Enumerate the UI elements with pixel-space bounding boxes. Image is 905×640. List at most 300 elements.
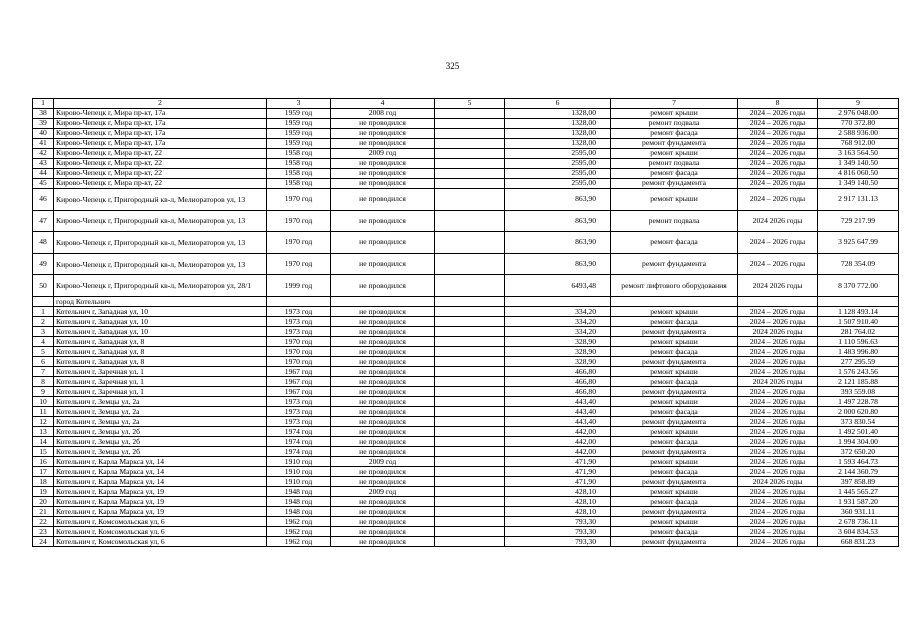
period-cell: 2024 – 2026 годы: [738, 537, 818, 547]
work-type-cell: ремонт крыши: [611, 427, 738, 437]
table-row: [33, 347, 899, 357]
section-empty-cell: [818, 296, 899, 306]
area-cell: 428,10: [505, 497, 611, 507]
build-year-cell: 1958 год: [267, 159, 331, 169]
area-cell: 442,00: [505, 447, 611, 457]
column-number-cell: 9: [818, 99, 899, 109]
row-number-cell: 15: [33, 447, 54, 457]
work-type-cell: ремонт фундамента: [611, 179, 738, 189]
work-type-cell: ремонт подвала: [611, 159, 738, 169]
table-row: [33, 275, 899, 297]
address-cell: Кирово-Чепецк г, Мира пр-кт, 22: [54, 179, 267, 189]
work-type-cell: ремонт фасада: [611, 377, 738, 387]
build-year-cell: 1962 год: [267, 517, 331, 527]
col5-cell: [435, 407, 505, 417]
work-type-cell: ремонт фундамента: [611, 477, 738, 487]
last-repair-cell: не проводился: [331, 427, 435, 437]
work-type-cell: ремонт фасада: [611, 232, 738, 254]
area-cell: 443,40: [505, 397, 611, 407]
address-cell: Кирово-Чепецк г, Мира пр-кт, 22: [54, 159, 267, 169]
row-number-cell: 23: [33, 527, 54, 537]
period-cell: 2024 – 2026 годы: [738, 179, 818, 189]
build-year-cell: 1962 год: [267, 527, 331, 537]
repair-program-table: [32, 98, 899, 547]
address-cell: Котельнич г, Земцы ул, 2а: [54, 397, 267, 407]
area-cell: 334,20: [505, 317, 611, 327]
area-cell: 793,30: [505, 537, 611, 547]
period-cell: 2024 – 2026 годы: [738, 457, 818, 467]
area-cell: 471,90: [505, 457, 611, 467]
work-type-cell: ремонт лифтового оборудования: [611, 275, 738, 297]
row-number-cell: 46: [33, 189, 54, 211]
col5-cell: [435, 537, 505, 547]
address-cell: Котельнич г, Карла Маркса ул, 14: [54, 457, 267, 467]
last-repair-cell: не проводился: [331, 307, 435, 317]
area-cell: 334,20: [505, 307, 611, 317]
col5-cell: [435, 189, 505, 211]
col5-cell: [435, 210, 505, 232]
last-repair-cell: не проводился: [331, 210, 435, 232]
table-row: [33, 317, 899, 327]
build-year-cell: 1948 год: [267, 507, 331, 517]
area-cell: 334,20: [505, 327, 611, 337]
last-repair-cell: не проводился: [331, 253, 435, 275]
build-year-cell: 1974 год: [267, 427, 331, 437]
section-empty-cell: [505, 296, 611, 306]
area-cell: 466,80: [505, 377, 611, 387]
col5-cell: [435, 357, 505, 367]
period-cell: 2024 – 2026 годы: [738, 317, 818, 327]
cost-cell: 2 121 185.88: [818, 377, 899, 387]
last-repair-cell: не проводился: [331, 417, 435, 427]
last-repair-cell: 2009 год: [331, 149, 435, 159]
build-year-cell: 1962 год: [267, 537, 331, 547]
period-cell: 2024 – 2026 годы: [738, 417, 818, 427]
area-cell: 2595,00: [505, 179, 611, 189]
last-repair-cell: не проводился: [331, 527, 435, 537]
build-year-cell: 1910 год: [267, 467, 331, 477]
address-cell: Котельнич г, Карла Маркса ул, 19: [54, 497, 267, 507]
col5-cell: [435, 327, 505, 337]
cost-cell: 4 816 060.50: [818, 169, 899, 179]
cost-cell: 1 492 501.40: [818, 427, 899, 437]
build-year-cell: 1910 год: [267, 457, 331, 467]
build-year-cell: 1910 год: [267, 477, 331, 487]
build-year-cell: 1999 год: [267, 275, 331, 297]
address-cell: Котельнич г, Заречная ул, 1: [54, 367, 267, 377]
area-cell: 328,90: [505, 337, 611, 347]
row-number-cell: 43: [33, 159, 54, 169]
section-empty-cell: [267, 296, 331, 306]
last-repair-cell: не проводился: [331, 189, 435, 211]
col5-cell: [435, 347, 505, 357]
last-repair-cell: не проводился: [331, 357, 435, 367]
col5-cell: [435, 139, 505, 149]
area-cell: 793,30: [505, 517, 611, 527]
table-row: [33, 119, 899, 129]
build-year-cell: 1973 год: [267, 317, 331, 327]
row-number-cell: 17: [33, 467, 54, 477]
address-cell: Котельнич г, Западная ул, 8: [54, 347, 267, 357]
build-year-cell: 1967 год: [267, 377, 331, 387]
section-empty-cell: [331, 296, 435, 306]
last-repair-cell: не проводился: [331, 129, 435, 139]
row-number-cell: 49: [33, 253, 54, 275]
address-cell: Котельнич г, Земцы ул, 2а: [54, 407, 267, 417]
work-type-cell: ремонт крыши: [611, 457, 738, 467]
area-cell: 443,40: [505, 417, 611, 427]
last-repair-cell: не проводился: [331, 447, 435, 457]
cost-cell: 372 650.20: [818, 447, 899, 457]
row-number-cell: 47: [33, 210, 54, 232]
table-row: [33, 427, 899, 437]
cost-cell: 3 925 647.99: [818, 232, 899, 254]
row-number-cell: 20: [33, 497, 54, 507]
cost-cell: 728 354.09: [818, 253, 899, 275]
last-repair-cell: не проводился: [331, 477, 435, 487]
area-cell: 2595,00: [505, 159, 611, 169]
cost-cell: 1 349 140.50: [818, 159, 899, 169]
column-number-cell: 5: [435, 99, 505, 109]
build-year-cell: 1974 год: [267, 447, 331, 457]
work-type-cell: ремонт фундамента: [611, 507, 738, 517]
cost-cell: 2 144 360.79: [818, 467, 899, 477]
build-year-cell: 1970 год: [267, 337, 331, 347]
work-type-cell: ремонт крыши: [611, 149, 738, 159]
address-cell: Котельнич г, Земцы ул, 2б: [54, 447, 267, 457]
build-year-cell: 1973 год: [267, 327, 331, 337]
area-cell: 863,90: [505, 189, 611, 211]
cost-cell: 3 163 564.50: [818, 149, 899, 159]
col5-cell: [435, 517, 505, 527]
row-number-cell: 38: [33, 109, 54, 119]
period-cell: 2024 – 2026 годы: [738, 527, 818, 537]
area-cell: 2595,00: [505, 169, 611, 179]
address-cell: Котельнич г, Земцы ул, 2а: [54, 417, 267, 427]
build-year-cell: 1970 год: [267, 253, 331, 275]
period-cell: 2024 – 2026 годы: [738, 169, 818, 179]
address-cell: Котельнич г, Заречная ул, 1: [54, 377, 267, 387]
row-number-cell: 4: [33, 337, 54, 347]
work-type-cell: ремонт фасада: [611, 169, 738, 179]
period-cell: 2024 – 2026 годы: [738, 507, 818, 517]
area-cell: 442,00: [505, 427, 611, 437]
work-type-cell: ремонт крыши: [611, 337, 738, 347]
col5-cell: [435, 507, 505, 517]
build-year-cell: 1959 год: [267, 109, 331, 119]
table-row: [33, 517, 899, 527]
cost-cell: 1 931 587.20: [818, 497, 899, 507]
table-row: [33, 527, 899, 537]
last-repair-cell: не проводился: [331, 397, 435, 407]
address-cell: Котельнич г, Западная ул, 8: [54, 357, 267, 367]
work-type-cell: ремонт фасада: [611, 437, 738, 447]
page-number: 325: [445, 61, 460, 71]
section-empty-cell: [435, 296, 505, 306]
cost-cell: 770 372.80: [818, 119, 899, 129]
row-number-cell: 9: [33, 387, 54, 397]
build-year-cell: 1974 год: [267, 437, 331, 447]
section-empty-cell: [738, 296, 818, 306]
col5-cell: [435, 109, 505, 119]
section-city-label: город Котельнич: [54, 296, 267, 306]
table-row: [33, 497, 899, 507]
work-type-cell: ремонт фасада: [611, 407, 738, 417]
period-cell: 2024 – 2026 годы: [738, 253, 818, 275]
period-cell: 2024 – 2026 годы: [738, 437, 818, 447]
period-cell: 2024 – 2026 годы: [738, 387, 818, 397]
table-row: [33, 387, 899, 397]
row-number-cell: 18: [33, 477, 54, 487]
last-repair-cell: не проводился: [331, 347, 435, 357]
cost-cell: 729 217.99: [818, 210, 899, 232]
period-cell: 2024 – 2026 годы: [738, 407, 818, 417]
last-repair-cell: не проводился: [331, 275, 435, 297]
work-type-cell: ремонт фундамента: [611, 139, 738, 149]
cost-cell: 373 830.54: [818, 417, 899, 427]
period-cell: 2024 – 2026 годы: [738, 347, 818, 357]
col5-cell: [435, 232, 505, 254]
last-repair-cell: не проводился: [331, 159, 435, 169]
address-cell: Котельнич г, Западная ул, 10: [54, 307, 267, 317]
build-year-cell: 1967 год: [267, 387, 331, 397]
col5-cell: [435, 179, 505, 189]
col5-cell: [435, 397, 505, 407]
area-cell: 1328,00: [505, 129, 611, 139]
area-cell: 328,90: [505, 357, 611, 367]
period-cell: 2024 – 2026 годы: [738, 337, 818, 347]
col5-cell: [435, 275, 505, 297]
table-row: [33, 507, 899, 517]
work-type-cell: ремонт фундамента: [611, 253, 738, 275]
address-cell: Котельнич г, Карла Маркса ул, 14: [54, 467, 267, 477]
period-cell: 2024 – 2026 годы: [738, 467, 818, 477]
area-cell: 466,80: [505, 367, 611, 377]
work-type-cell: ремонт подвала: [611, 210, 738, 232]
last-repair-cell: не проводился: [331, 169, 435, 179]
col5-cell: [435, 129, 505, 139]
column-number-cell: 2: [54, 99, 267, 109]
period-cell: 2024 – 2026 годы: [738, 517, 818, 527]
col5-cell: [435, 467, 505, 477]
period-cell: 2024 – 2026 годы: [738, 447, 818, 457]
address-cell: Котельнич г, Комсомольская ул, 6: [54, 517, 267, 527]
table-row: [33, 109, 899, 119]
cost-cell: 281 764.02: [818, 327, 899, 337]
column-number-cell: 7: [611, 99, 738, 109]
work-type-cell: ремонт крыши: [611, 367, 738, 377]
last-repair-cell: не проводился: [331, 387, 435, 397]
cost-cell: 2 976 048.00: [818, 109, 899, 119]
period-cell: 2024 – 2026 годы: [738, 307, 818, 317]
cost-cell: 1 483 996.80: [818, 347, 899, 357]
row-number-cell: 3: [33, 327, 54, 337]
area-cell: 443,40: [505, 407, 611, 417]
work-type-cell: ремонт фундамента: [611, 327, 738, 337]
cost-cell: 360 931.11: [818, 507, 899, 517]
build-year-cell: 1970 год: [267, 347, 331, 357]
row-number-cell: 12: [33, 417, 54, 427]
period-cell: 2024 2026 годы: [738, 477, 818, 487]
period-cell: 2024 – 2026 годы: [738, 232, 818, 254]
build-year-cell: 1970 год: [267, 357, 331, 367]
cost-cell: 2 678 736.11: [818, 517, 899, 527]
row-number-cell: 45: [33, 179, 54, 189]
table-row: [33, 417, 899, 427]
cost-cell: 1 576 243.56: [818, 367, 899, 377]
address-cell: Кирово-Чепецк г, Пригородный кв-л, Мелиораторов ул, 13: [54, 210, 267, 232]
row-number-cell: 13: [33, 427, 54, 437]
address-cell: Кирово-Чепецк г, Мира пр-кт, 22: [54, 169, 267, 179]
cost-cell: 8 370 772.00: [818, 275, 899, 297]
row-number-cell: 19: [33, 487, 54, 497]
period-cell: 2024 2026 годы: [738, 275, 818, 297]
table-row: [33, 407, 899, 417]
work-type-cell: ремонт крыши: [611, 487, 738, 497]
cost-cell: 3 604 834.53: [818, 527, 899, 537]
cost-cell: 1 445 565.27: [818, 487, 899, 497]
period-cell: 2024 2026 годы: [738, 327, 818, 337]
cost-cell: 397 858.89: [818, 477, 899, 487]
cost-cell: 1 128 493.14: [818, 307, 899, 317]
period-cell: 2024 2026 годы: [738, 210, 818, 232]
row-number-cell: 44: [33, 169, 54, 179]
col5-cell: [435, 437, 505, 447]
last-repair-cell: не проводился: [331, 367, 435, 377]
col5-cell: [435, 119, 505, 129]
col5-cell: [435, 377, 505, 387]
build-year-cell: 1973 год: [267, 307, 331, 317]
col5-cell: [435, 447, 505, 457]
build-year-cell: 1958 год: [267, 179, 331, 189]
build-year-cell: 1958 год: [267, 169, 331, 179]
period-cell: 2024 – 2026 годы: [738, 129, 818, 139]
column-number-cell: 3: [267, 99, 331, 109]
row-number-cell: 22: [33, 517, 54, 527]
address-cell: Котельнич г, Западная ул, 10: [54, 317, 267, 327]
col5-cell: [435, 317, 505, 327]
address-cell: Котельнич г, Карла Маркса ул, 19: [54, 487, 267, 497]
address-cell: Котельнич г, Заречная ул, 1: [54, 387, 267, 397]
address-cell: Котельнич г, Комсомольская ул, 6: [54, 537, 267, 547]
cost-cell: 1 349 140.50: [818, 179, 899, 189]
work-type-cell: ремонт фасада: [611, 347, 738, 357]
table-row: [33, 189, 899, 211]
build-year-cell: 1948 год: [267, 487, 331, 497]
row-number-cell: 10: [33, 397, 54, 407]
area-cell: 428,10: [505, 487, 611, 497]
address-cell: Кирово-Чепецк г, Мира пр-кт, 17а: [54, 129, 267, 139]
last-repair-cell: не проводился: [331, 139, 435, 149]
area-cell: 328,90: [505, 347, 611, 357]
row-number-cell: 42: [33, 149, 54, 159]
section-empty-cell: [611, 296, 738, 306]
col5-cell: [435, 253, 505, 275]
last-repair-cell: не проводился: [331, 377, 435, 387]
table-row: [33, 149, 899, 159]
column-number-cell: 1: [33, 99, 54, 109]
col5-cell: [435, 457, 505, 467]
column-number-row: [33, 99, 899, 109]
col5-cell: [435, 477, 505, 487]
table-row: [33, 537, 899, 547]
row-number-cell: 8: [33, 377, 54, 387]
build-year-cell: 1973 год: [267, 397, 331, 407]
address-cell: Котельнич г, Земцы ул, 2б: [54, 437, 267, 447]
col5-cell: [435, 149, 505, 159]
last-repair-cell: 2009 год: [331, 457, 435, 467]
build-year-cell: 1973 год: [267, 407, 331, 417]
area-cell: 863,90: [505, 210, 611, 232]
col5-cell: [435, 387, 505, 397]
table-row: [33, 327, 899, 337]
address-cell: Кирово-Чепецк г, Пригородный кв-л, Мелиораторов ул, 13: [54, 232, 267, 254]
period-cell: 2024 – 2026 годы: [738, 397, 818, 407]
work-type-cell: ремонт фасада: [611, 467, 738, 477]
cost-cell: 2 000 620.80: [818, 407, 899, 417]
work-type-cell: ремонт фасада: [611, 527, 738, 537]
build-year-cell: 1948 год: [267, 497, 331, 507]
table-row: [33, 487, 899, 497]
address-cell: Кирово-Чепецк г, Мира пр-кт, 17а: [54, 139, 267, 149]
row-number-cell: 1: [33, 307, 54, 317]
address-cell: Кирово-Чепецк г, Мира пр-кт, 17а: [54, 109, 267, 119]
row-number-cell: 24: [33, 537, 54, 547]
work-type-cell: ремонт крыши: [611, 307, 738, 317]
work-type-cell: ремонт фундамента: [611, 357, 738, 367]
col5-cell: [435, 337, 505, 347]
column-number-cell: 6: [505, 99, 611, 109]
work-type-cell: ремонт фундамента: [611, 537, 738, 547]
address-cell: Котельнич г, Западная ул, 10: [54, 327, 267, 337]
last-repair-cell: не проводился: [331, 537, 435, 547]
last-repair-cell: не проводился: [331, 507, 435, 517]
build-year-cell: 1967 год: [267, 367, 331, 377]
period-cell: 2024 – 2026 годы: [738, 497, 818, 507]
area-cell: 1328,00: [505, 139, 611, 149]
cost-cell: 1 994 304.00: [818, 437, 899, 447]
table-row: [33, 159, 899, 169]
address-cell: Кирово-Чепецк г, Мира пр-кт, 22: [54, 149, 267, 159]
cost-cell: 1 497 228.78: [818, 397, 899, 407]
last-repair-cell: не проводился: [331, 517, 435, 527]
work-type-cell: ремонт крыши: [611, 517, 738, 527]
last-repair-cell: не проводился: [331, 467, 435, 477]
work-type-cell: ремонт фасада: [611, 129, 738, 139]
row-number-cell: 11: [33, 407, 54, 417]
row-number-cell: 5: [33, 347, 54, 357]
col5-cell: [435, 159, 505, 169]
col5-cell: [435, 307, 505, 317]
last-repair-cell: не проводился: [331, 179, 435, 189]
period-cell: 2024 2026 годы: [738, 377, 818, 387]
address-cell: Котельнич г, Комсомольская ул, 6: [54, 527, 267, 537]
table-row: [33, 467, 899, 477]
period-cell: 2024 – 2026 годы: [738, 487, 818, 497]
row-number-cell: 50: [33, 275, 54, 297]
work-type-cell: ремонт крыши: [611, 397, 738, 407]
last-repair-cell: не проводился: [331, 407, 435, 417]
area-cell: 863,90: [505, 253, 611, 275]
cost-cell: 2 588 936.00: [818, 129, 899, 139]
area-cell: 6493,48: [505, 275, 611, 297]
table-row: [33, 210, 899, 232]
work-type-cell: ремонт фундамента: [611, 447, 738, 457]
work-type-cell: ремонт фундамента: [611, 417, 738, 427]
address-cell: Кирово-Чепецк г, Пригородный кв-л, Мелиораторов ул, 13: [54, 253, 267, 275]
area-cell: 1328,00: [505, 109, 611, 119]
address-cell: Котельнич г, Карла Маркса ул, 14: [54, 477, 267, 487]
